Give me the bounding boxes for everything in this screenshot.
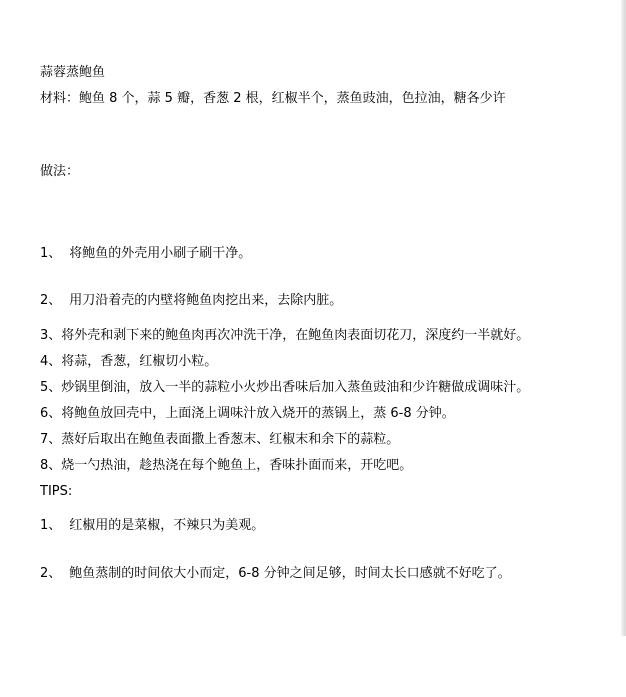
- step-number: 3、: [40, 328, 62, 343]
- step-text: 将蒜，香葱，红椒切小粒。: [61, 354, 218, 369]
- tips-heading: [40, 483, 72, 501]
- step-number: 8、: [40, 458, 62, 473]
- method-heading-text: 做法：: [40, 164, 80, 179]
- step-text: 将外壳和剥下来的鲍鱼肉再次冲洗干净，在鲍鱼肉表面切花刀，深度约一半就好。: [61, 328, 530, 343]
- method-heading: [40, 163, 79, 181]
- step-text: 将鲍鱼放回壳中，上面浇上调味汁放入烧开的蒸锅上，蒸 6-8 分钟。: [61, 406, 455, 421]
- step-item: [40, 405, 455, 423]
- step-number: 5、: [40, 380, 62, 395]
- tip-item: [40, 565, 511, 583]
- step-text: 炒锅里倒油，放入一半的蒜粒小火炒出香味后加入蒸鱼豉油和少许糖做成调味汁。: [61, 380, 530, 395]
- tip-text: 红椒用的是菜椒，不辣只为美观。: [69, 518, 265, 533]
- step-text: 用刀沿着壳的内壁将鲍鱼肉挖出来，去除内脏。: [69, 293, 343, 308]
- step-text: 将鲍鱼的外壳用小刷子刷干净。: [69, 246, 252, 261]
- recipe-title-text: 蒜蓉蒸鲍鱼: [40, 65, 106, 80]
- step-number: 2、: [40, 293, 62, 308]
- tip-number: 1、: [40, 518, 62, 533]
- recipe-title: [40, 64, 105, 82]
- tip-item: [40, 517, 264, 535]
- page-edge-shadow: [621, 0, 626, 636]
- step-item: [40, 457, 412, 475]
- tip-text: 鲍鱼蒸制的时间依大小而定，6-8 分钟之间足够，时间太长口感就不好吃了。: [69, 566, 511, 581]
- materials-text: 材料：鲍鱼 8 个，蒜 5 瓣，香葱 2 根，红椒半个，蒸鱼豉油，色拉油，糖各少许: [40, 91, 506, 106]
- step-number: 4、: [40, 354, 62, 369]
- tips-heading-text: TIPS:: [40, 484, 73, 499]
- step-number: 6、: [40, 406, 62, 421]
- step-item: [40, 292, 342, 310]
- step-item: [40, 353, 217, 371]
- step-item: [40, 379, 529, 397]
- step-item: [40, 245, 251, 263]
- step-text: 蒸好后取出在鲍鱼表面撒上香葱末、红椒末和余下的蒜粒。: [61, 432, 400, 447]
- step-item: [40, 431, 399, 449]
- step-text: 烧一勺热油，趁热浇在每个鲍鱼上，香味扑面而来，开吃吧。: [61, 458, 413, 473]
- step-number: 1、: [40, 246, 62, 261]
- tip-number: 2、: [40, 566, 62, 581]
- step-item: [40, 327, 529, 345]
- step-number: 7、: [40, 432, 62, 447]
- materials-line: [40, 90, 506, 108]
